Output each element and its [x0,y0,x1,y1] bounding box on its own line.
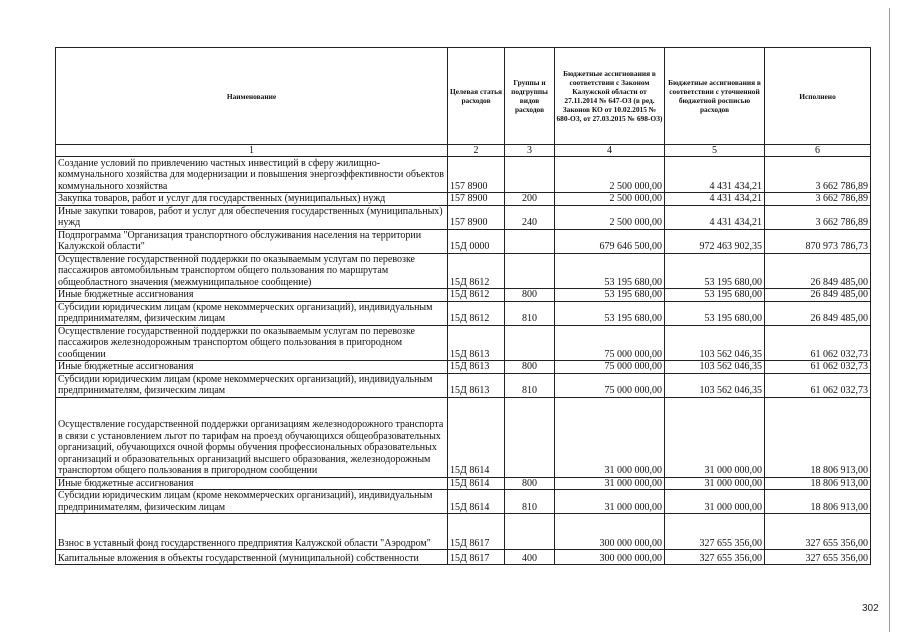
row-executed-amount: 26 849 485,00 [765,253,871,289]
row-expense-group: 800 [505,477,555,490]
row-expense-group: 800 [505,361,555,374]
row-law-amount: 75 000 000,00 [555,361,665,374]
row-expense-group: 810 [505,373,555,397]
header-executed: Исполнено [765,48,871,145]
row-executed-amount: 61 062 032,73 [765,373,871,397]
column-number: 1 [56,145,448,157]
row-executed-amount: 26 849 485,00 [765,301,871,325]
row-law-amount: 31 000 000,00 [555,477,665,490]
row-expense-group [505,397,555,477]
row-expense-group: 240 [505,205,555,229]
column-number-row [56,145,871,157]
header-expense-groups: Группы и подгруппы видов расходов [505,48,555,145]
row-executed-amount: 61 062 032,73 [765,361,871,374]
header-row [56,48,871,145]
row-target-article: 15Д 8614 [448,397,505,477]
row-target-article: 15Д 8614 [448,477,505,490]
header-law-allocations: Бюджетные ассигнования в соответствии с Законом Калужской области от 27.11.2014 № 647-ОЗ (в ред. Законов КО от 10.02.2015 № 680-ОЗ, от 27.03.2015 № 698-ОЗ) [555,48,665,145]
row-refined-amount: 31 000 000,00 [665,490,765,514]
row-law-amount: 31 000 000,00 [555,490,665,514]
row-expense-group [505,253,555,289]
row-refined-amount: 31 000 000,00 [665,477,765,490]
row-expense-group: 800 [505,289,555,302]
row-refined-amount: 103 562 046,35 [665,325,765,361]
row-expense-group [505,514,555,550]
table-row [56,253,871,289]
row-law-amount: 75 000 000,00 [555,373,665,397]
table-row [56,514,871,550]
row-executed-amount: 3 662 786,89 [765,205,871,229]
row-refined-amount: 4 431 434,21 [665,205,765,229]
row-refined-amount: 103 562 046,35 [665,361,765,374]
row-law-amount: 300 000 000,00 [555,550,665,565]
row-expense-group [505,325,555,361]
row-executed-amount: 18 806 913,00 [765,477,871,490]
table-row [56,193,871,206]
table-row [56,490,871,514]
row-executed-amount: 18 806 913,00 [765,397,871,477]
column-number: 6 [765,145,871,157]
row-name: Субсидии юридическим лицам (кроме некоммерческих организаций), индивидуальным предпринимателям, физическим лицам [56,373,448,397]
header-target-article: Целевая статья расходов [448,48,505,145]
row-executed-amount: 327 655 356,00 [765,514,871,550]
row-name: Создание условий по привлечению частных инвестиций в сферу жилищно-коммунального хозяйства для модернизации и повышения энергоэффективности объектов коммунального хозяйства [56,157,448,193]
row-law-amount: 53 195 680,00 [555,253,665,289]
row-expense-group: 810 [505,490,555,514]
row-target-article: 157 8900 [448,205,505,229]
table-row [56,373,871,397]
column-number: 4 [555,145,665,157]
column-number: 2 [448,145,505,157]
row-target-article: 15Д 8612 [448,301,505,325]
row-executed-amount: 3 662 786,89 [765,193,871,206]
row-refined-amount: 53 195 680,00 [665,301,765,325]
row-target-article: 15Д 8617 [448,550,505,565]
row-name: Иные бюджетные ассигнования [56,477,448,490]
column-number: 5 [665,145,765,157]
row-target-article: 15Д 8617 [448,514,505,550]
header-refined-allocations: Бюджетные ассигнования в соответствии с уточненной бюджетной росписью расходов [665,48,765,145]
row-expense-group [505,157,555,193]
row-target-article: 15Д 8613 [448,373,505,397]
row-refined-amount: 327 655 356,00 [665,550,765,565]
row-name: Субсидии юридическим лицам (кроме некоммерческих организаций), индивидуальным предпринимателям, физическим лицам [56,490,448,514]
row-name: Иные закупки товаров, работ и услуг для обеспечения государственных (муниципальных) нужд [56,205,448,229]
row-executed-amount: 327 655 356,00 [765,550,871,565]
table-row [56,157,871,193]
row-refined-amount: 53 195 680,00 [665,253,765,289]
row-refined-amount: 327 655 356,00 [665,514,765,550]
table-body [56,157,871,565]
row-target-article: 157 8900 [448,157,505,193]
row-expense-group [505,229,555,253]
row-expense-group: 400 [505,550,555,565]
row-name: Субсидии юридическим лицам (кроме некоммерческих организаций), индивидуальным предпринимателям, физическим лицам [56,301,448,325]
header-name: Наименование [56,48,448,145]
row-law-amount: 300 000 000,00 [555,514,665,550]
column-number: 3 [505,145,555,157]
row-target-article: 15Д 0000 [448,229,505,253]
row-law-amount: 2 500 000,00 [555,193,665,206]
row-name: Осуществление государственной поддержки по оказываемым услугам по перевозке пассажиров железнодорожным транспортом общего пользования в пригородном сообщении [56,325,448,361]
row-executed-amount: 870 973 786,73 [765,229,871,253]
row-name: Иные бюджетные ассигнования [56,289,448,302]
row-expense-group: 810 [505,301,555,325]
table-row [56,289,871,302]
row-law-amount: 75 000 000,00 [555,325,665,361]
row-executed-amount: 61 062 032,73 [765,325,871,361]
row-target-article: 15Д 8613 [448,325,505,361]
row-refined-amount: 53 195 680,00 [665,289,765,302]
row-name: Осуществление государственной поддержки по оказываемым услугам по перевозке пассажиров автомобильным транспортом общего пользования по маршрутам общеобластного значения (межмуниципальное сообщение) [56,253,448,289]
row-name: Иные бюджетные ассигнования [56,361,448,374]
row-refined-amount: 31 000 000,00 [665,397,765,477]
row-executed-amount: 18 806 913,00 [765,490,871,514]
row-name: Осуществление государственной поддержки организациям железнодорожного транспорта в связи с установлением льгот по тарифам на проезд обучающихся общеобразовательных организаций, обучающихся очной формы обучения профессиональных образовательных организаций и образовательных организаций высшего образования, железнодорожным транспортом общего пользования в пригородном сообщении [56,397,448,477]
row-refined-amount: 103 562 046,35 [665,373,765,397]
row-law-amount: 53 195 680,00 [555,301,665,325]
row-refined-amount: 4 431 434,21 [665,157,765,193]
row-target-article: 157 8900 [448,193,505,206]
budget-table [55,47,871,565]
row-executed-amount: 3 662 786,89 [765,157,871,193]
row-law-amount: 679 646 500,00 [555,229,665,253]
page-number: 302 [862,603,879,614]
row-law-amount: 31 000 000,00 [555,397,665,477]
row-law-amount: 2 500 000,00 [555,157,665,193]
table-row [56,205,871,229]
row-target-article: 15Д 8613 [448,361,505,374]
row-refined-amount: 4 431 434,21 [665,193,765,206]
row-law-amount: 53 195 680,00 [555,289,665,302]
row-refined-amount: 972 463 902,35 [665,229,765,253]
table-row [56,550,871,565]
table-row [56,361,871,374]
row-law-amount: 2 500 000,00 [555,205,665,229]
table-row [56,325,871,361]
table-row [56,477,871,490]
row-expense-group: 200 [505,193,555,206]
row-target-article: 15Д 8612 [448,253,505,289]
row-name: Подпрограмма "Организация транспортного обслуживания населения на территории Калужской области" [56,229,448,253]
row-name: Капитальные вложения в объекты государственной (муниципальной) собственности [56,550,448,565]
row-target-article: 15Д 8612 [448,289,505,302]
row-target-article: 15Д 8614 [448,490,505,514]
table-row [56,397,871,477]
table-row [56,229,871,253]
row-name: Закупка товаров, работ и услуг для государственных (муниципальных) нужд [56,193,448,206]
row-name: Взнос в уставный фонд государственного предприятия Калужской области "Аэродром" [56,514,448,550]
page-edge-line [889,8,890,632]
table-row [56,301,871,325]
row-executed-amount: 26 849 485,00 [765,289,871,302]
